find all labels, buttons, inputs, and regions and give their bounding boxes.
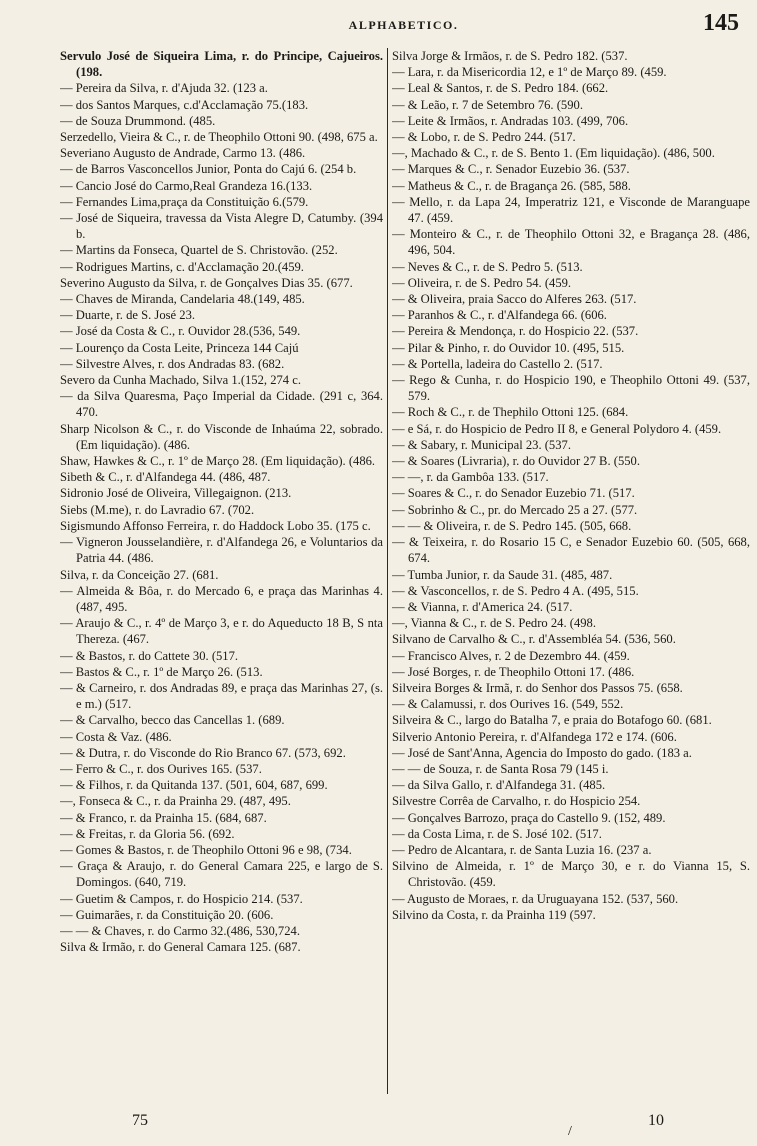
directory-entry: — Costa & Vaz. (486. — [60, 729, 172, 744]
directory-entry: Silva & Irmão, r. do General Camara 125. (687. — [60, 940, 301, 955]
directory-entry: — & Franco, r. da Prainha 15. (684, 687. — [60, 810, 267, 825]
page-number: 145 — [703, 10, 739, 36]
directory-entry: Silva Jorge & Irmãos, r. de S. Pedro 182. (537. — [392, 49, 628, 63]
directory-entry: — — de Souza, r. de Santa Rosa 79 (145 i. — [392, 761, 609, 776]
directory-entry: — & Soares (Livraria), r. do Ouvidor 27 B. (550. — [392, 454, 640, 469]
directory-entry: — Guimarães, r. da Constituição 20. (606. — [60, 907, 274, 922]
directory-entry: Silvestre Corrêa de Carvalho, r. do Hospicio 254. — [392, 794, 641, 809]
directory-entry: — Marques & C., r. Senador Euzebio 36. (537. — [392, 162, 630, 177]
directory-entry: —, Machado & C., r. de S. Bento 1. (Em liquidação). (486, 500. — [392, 146, 715, 161]
directory-entry: — & Freitas, r. da Gloria 56. (692. — [60, 826, 235, 841]
directory-entry: — Mello, r. da Lapa 24, Imperatriz 121, e Visconde de Maranguape 47. (459. — [392, 194, 750, 226]
directory-entry: — Pereira da Silva, r. d'Ajuda 32. (123 a. — [60, 81, 268, 96]
directory-entry: — & Sabary, r. Municipal 23. (537. — [392, 437, 571, 452]
directory-entry: — Gonçalves Barrozo, praça do Castello 9. (152, 489. — [392, 810, 666, 825]
directory-entry: — & Teixeira, r. do Rosario 15 C, e Senador Euzebio 60. (505, 668, 674. — [392, 535, 750, 566]
left-column — [60, 48, 383, 1094]
directory-entry: Silva, r. da Conceição 27. (681. — [60, 567, 219, 582]
directory-entry: — Rodrigues Martins, c. d'Acclamação 20.(459. — [60, 259, 304, 274]
directory-entry: Silvino da Costa, r. da Prainha 119 (597. — [392, 907, 596, 922]
directory-entry: — & Leão, r. 7 de Setembro 76. (590. — [392, 97, 583, 112]
directory-entry: — Tumba Junior, r. da Saude 31. (485, 487. — [392, 567, 613, 582]
directory-entry: — & Lobo, r. de S. Pedro 244. (517. — [392, 130, 576, 145]
directory-entry: — — & Oliveira, r. de S. Pedro 145. (505, 668. — [392, 518, 632, 533]
directory-entry: — — & Chaves, r. do Carmo 32.(486, 530,724. — [60, 923, 300, 938]
directory-entry: Sharp Nicolson & C., r. do Visconde de Inhaúma 22, sobrado. (Em liquidação). (486. — [60, 421, 383, 452]
signature-mark-left: 75 — [132, 1112, 148, 1129]
directory-entry: — & Filhos, r. da Quitanda 137. (501, 604, 687, 699. — [60, 778, 328, 793]
directory-entry: — —, r. da Gambôa 133. (517. — [392, 470, 549, 485]
directory-entry: Severino Augusto da Silva, r. de Gonçalves Dias 35. (677. — [60, 275, 353, 290]
directory-entry: — Lara, r. da Misericordia 12, e 1º de Março 89. (459. — [392, 65, 667, 80]
directory-entry: — José da Costa & C., r. Ouvidor 28.(536, 549. — [60, 324, 301, 339]
directory-entry: — Pedro de Alcantara, r. de Santa Luzia 16. (237 a. — [392, 842, 652, 857]
directory-entry: Sibeth & C., r. d'Alfandega 44. (486, 487. — [60, 470, 271, 485]
directory-entry: — de Souza Drummond. (485. — [60, 113, 216, 128]
directory-entry: — & Carneiro, r. dos Andradas 89, e praça das Marinhas 27, (s. e m.) (517. — [60, 680, 383, 712]
directory-entry: — & Calamussi, r. dos Ourives 16. (549, 552. — [392, 697, 624, 712]
directory-entry: — Roch & C., r. de Thephilo Ottoni 125. (684. — [392, 405, 629, 420]
directory-entry: — Chaves de Miranda, Candelaria 48.(149, 485. — [60, 292, 305, 307]
page-header — [60, 10, 747, 40]
directory-entry: — Sobrinho & C., pr. do Mercado 25 a 27. (577. — [392, 502, 638, 517]
directory-entry: — Pereira & Mendonça, r. do Hospicio 22. (537. — [392, 324, 639, 339]
directory-entry: — Rego & Cunha, r. do Hospicio 190, e Theophilo Ottoni 49. (537, 579. — [392, 373, 750, 404]
directory-entry: — da Silva Gallo, r. d'Alfandega 31. (485. — [392, 778, 606, 793]
directory-entry: — Cancio José do Carmo,Real Grandeza 16.(133. — [60, 178, 313, 193]
directory-entry: — Guetim & Campos, r. do Hospicio 214. (537. — [60, 891, 303, 906]
directory-entry: — Augusto de Moraes, r. da Uruguayana 152. (537, 560. — [392, 891, 679, 906]
signature-mark-right: 10 — [648, 1112, 664, 1129]
directory-entry: — & Oliveira, praia Sacco do Alferes 263. (517. — [392, 292, 637, 307]
directory-entry: Sidronio José de Oliveira, Villegaignon. (213. — [60, 486, 292, 501]
directory-entry: — Silvestre Alves, r. dos Andradas 83. (682. — [60, 356, 285, 371]
directory-entry: — Ferro & C., r. dos Ourives 165. (537. — [60, 761, 262, 776]
directory-entry: — Araujo & C., r. 4º de Março 3, e r. do Aqueducto 18 B, S nta Thereza. (467. — [60, 616, 383, 647]
directory-entry: Silveira & C., largo do Batalha 7, e praia do Botafogo 60. (681. — [392, 713, 712, 728]
directory-entry: — Leite & Irmãos, r. Andradas 103. (499, 706. — [392, 113, 629, 128]
directory-entry: — & Dutra, r. do Visconde do Rio Branco 67. (573, 692. — [60, 745, 346, 760]
directory-entry: Servulo José de Siqueira Lima, r. do Principe, Cajueiros. (198. — [60, 49, 383, 80]
column-divider — [387, 48, 388, 1094]
directory-entry: — Almeida & Bôa, r. do Mercado 6, e praça das Marinhas 4. (487, 495. — [60, 583, 383, 614]
directory-entry: — Leal & Santos, r. de S. Pedro 184. (662. — [392, 81, 609, 96]
directory-entry: — Pilar & Pinho, r. do Ouvidor 10. (495, 515. — [392, 340, 625, 355]
directory-entry: — Matheus & C., r. de Bragança 26. (585, 588. — [392, 178, 631, 193]
directory-entry: Siebs (M.me), r. do Lavradio 67. (702. — [60, 502, 255, 517]
directory-entry: Severo da Cunha Machado, Silva 1.(152, 274 c. — [60, 373, 301, 388]
right-column — [392, 48, 750, 1094]
directory-entry: — da Silva Quaresma, Paço Imperial da Cidade. (291 c, 364. 470. — [60, 389, 383, 420]
directory-entry: — & Vianna, r. d'America 24. (517. — [392, 599, 573, 614]
directory-entry: — Paranhos & C., r. d'Alfandega 66. (606. — [392, 308, 607, 323]
directory-entry: — José de Siqueira, travessa da Vista Alegre D, Catumby. (394 b. — [60, 211, 383, 242]
directory-entry: — & Portella, ladeira do Castello 2. (517. — [392, 356, 603, 371]
directory-entry: — Duarte, r. de S. José 23. — [60, 308, 196, 323]
directory-entry: — Francisco Alves, r. 2 de Dezembro 44. (459. — [392, 648, 630, 663]
directory-entry: — Gomes & Bastos, r. de Theophilo Ottoni 96 e 98, (734. — [60, 842, 352, 857]
directory-entry: Serzedello, Vieira & C., r. de Theophilo Ottoni 90. (498, 675 a. — [60, 130, 378, 145]
directory-entry: — José Borges, r. de Theophilo Ottoni 17. (486. — [392, 664, 635, 679]
directory-entry: Sigismundo Affonso Ferreira, r. do Haddock Lobo 35. (175 c. — [60, 518, 371, 533]
directory-entry: — Soares & C., r. do Senador Euzebio 71. (517. — [392, 486, 635, 501]
directory-entry: — Graça & Araujo, r. do General Camara 225, e largo de S. Domingos. (640, 719. — [60, 859, 383, 890]
directory-entry: — Monteiro & C., r. de Theophilo Ottoni 32, e Bragança 28. (486, 496, 504. — [392, 227, 750, 258]
directory-entry: — Fernandes Lima,praça da Constituição 6.(579. — [60, 194, 309, 209]
directory-entry: — Neves & C., r. de S. Pedro 5. (513. — [392, 259, 583, 274]
directory-entry: —, Fonseca & C., r. da Prainha 29. (487, 495. — [60, 794, 291, 809]
directory-entry: — e Sá, r. do Hospicio de Pedro II 8, e General Polydoro 4. (459. — [392, 421, 722, 436]
directory-entry: — Bastos & C., r. 1º de Março 26. (513. — [60, 664, 263, 679]
directory-entry: — Vigneron Jousselandière, r. d'Alfandega 26, e Voluntarios da Patria 44. (486. — [60, 535, 383, 566]
directory-entry: — & Carvalho, becco das Cancellas 1. (689. — [60, 713, 285, 728]
directory-entry: Severiano Augusto de Andrade, Carmo 13. (486. — [60, 146, 306, 161]
directory-entry: — Martins da Fonseca, Quartel de S. Christovão. (252. — [60, 243, 338, 258]
directory-entry: — da Costa Lima, r. de S. José 102. (517. — [392, 826, 602, 841]
directory-entry: — dos Santos Marques, c.d'Acclamação 75.(183. — [60, 97, 309, 112]
directory-entry: Silvano de Carvalho & C., r. d'Assembléa 54. (536, 560. — [392, 632, 676, 647]
directory-entry: — & Bastos, r. do Cattete 30. (517. — [60, 648, 239, 663]
directory-entry: Shaw, Hawkes & C., r. 1º de Março 28. (Em liquidação). (486. — [60, 454, 376, 469]
directory-entry: Silvino de Almeida, r. 1º de Março 30, e r. do Vianna 15, S. Christovão. (459. — [392, 859, 750, 890]
directory-entry: Silverio Antonio Pereira, r. d'Alfandega 172 e 174. (606. — [392, 729, 677, 744]
directory-entry: — Oliveira, r. de S. Pedro 54. (459. — [392, 275, 572, 290]
directory-entry: Silveira Borges & Irmã, r. do Senhor dos Passos 75. (658. — [392, 680, 683, 695]
directory-entry: — de Barros Vasconcellos Junior, Ponta do Cajú 6. (254 b. — [60, 162, 357, 177]
stray-mark: / — [568, 1124, 572, 1139]
directory-entry: —, Vianna & C., r. de S. Pedro 24. (498. — [392, 616, 596, 631]
directory-entry: — & Vasconcellos, r. de S. Pedro 4 A. (495, 515. — [392, 583, 639, 598]
running-title: ALPHABETICO. — [348, 18, 459, 32]
directory-entry: — José de Sant'Anna, Agencia do Imposto do gado. (183 a. — [392, 745, 692, 760]
directory-entry: — Lourenço da Costa Leite, Princeza 144 Cajú — [60, 340, 299, 355]
